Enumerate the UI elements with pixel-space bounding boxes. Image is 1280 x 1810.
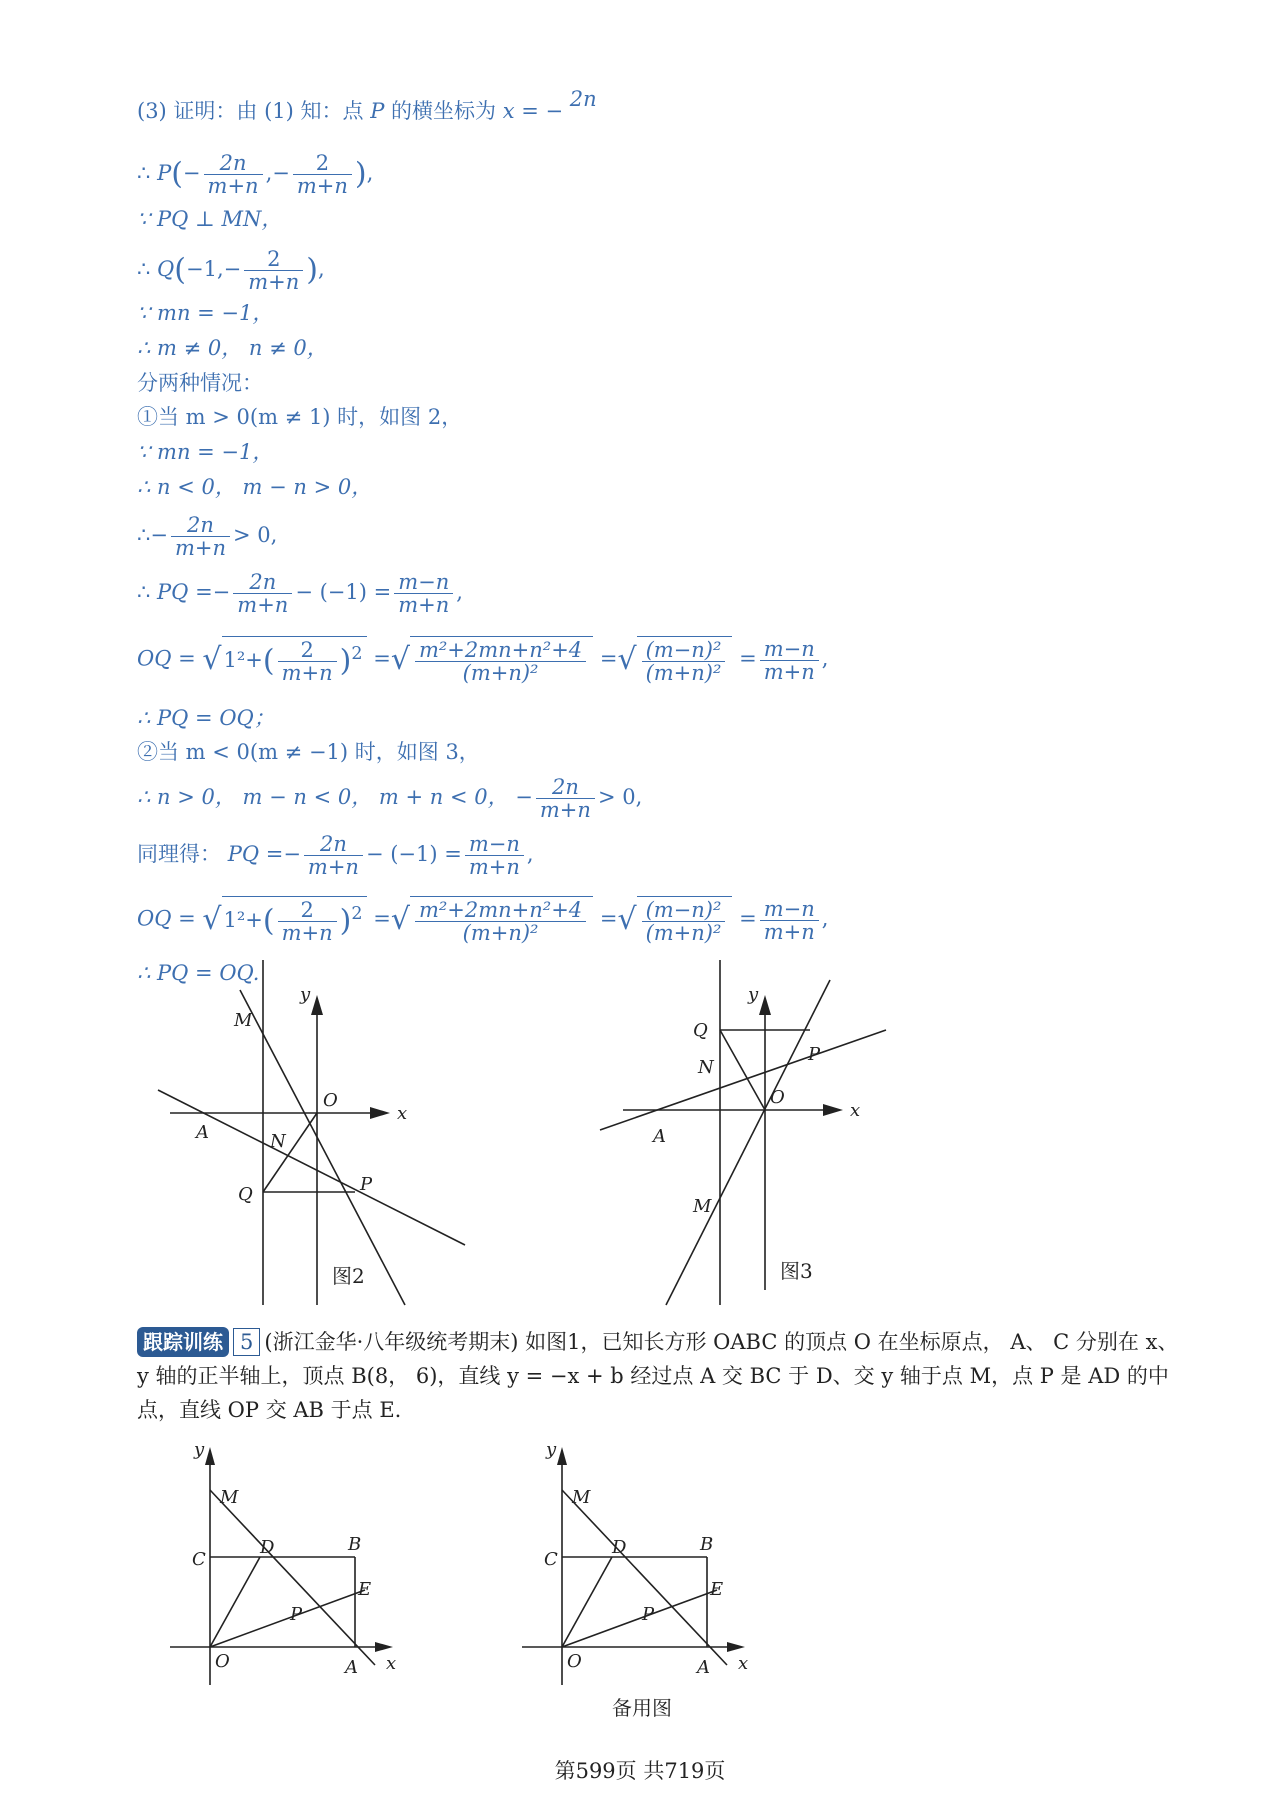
label-n: N [270,1131,286,1152]
label-o: O [770,1087,785,1108]
problem-line-2: y 轴的正半轴上，顶点 B(8， 6)，直线 y = −x + b 经过点 A 交 BC 于 D、交 y 轴于点 M，点 P 是 AD 的中 [137,1364,1169,1388]
solution-line-intro: (3) 证明：由 (1) 知：点 P 的横坐标为 x = − 2n [137,87,597,123]
y-axis-arrow [311,995,323,1015]
label-c: C [192,1549,206,1570]
line-oe [562,1590,717,1647]
line-mp [666,980,830,1305]
label-d: D [612,1537,627,1558]
label-x: x [850,1100,861,1121]
x-axis-arrow [370,1107,390,1119]
problem-number: 5 [233,1328,260,1356]
label-y: y [194,1439,205,1460]
y-axis-arrow [557,1447,567,1465]
label-b: B [700,1534,714,1555]
problem-badge: 跟踪训练 [137,1327,229,1357]
line-mp [240,990,408,1305]
solution-line-p-coords: ∴ P(− $\frac{2n}{m+n}$ ,− $\frac{2}{m+n}$ ), [137,151,374,198]
label-a: A [345,1657,358,1678]
follow-up-problem [137,1325,1197,1427]
label-q: Q [693,1020,708,1041]
solution-line-q-coords: ∴ Q(−1,− $\frac{2}{m+n}$ ), [137,247,325,294]
x-axis-arrow [375,1642,393,1652]
line-oe [210,1590,365,1647]
label-y: y [748,984,759,1005]
y-axis-arrow [205,1447,215,1465]
y-axis-arrow [759,995,771,1015]
solution-line-16: ∴ n > 0， m − n < 0， m + n < 0， − $\frac{2n}{m+n}$ > 0, [137,775,643,822]
solution-line-19: ∴ PQ = OQ. [137,961,260,985]
label-m: M [572,1487,591,1508]
x-axis-arrow [823,1104,843,1116]
solution-line-3: ∵ PQ ⊥ MN， [137,207,283,231]
label-m: M [234,1010,253,1031]
label-p: P [808,1044,821,1065]
solution-line-14: ∴ PQ = OQ； [137,706,275,730]
solution-line-9: ∵ mn = −1， [137,440,274,464]
label-y: y [546,1439,557,1460]
x-axis-arrow [727,1642,745,1652]
label-x: x [397,1103,408,1124]
label-c: C [544,1549,558,1570]
label-x: x [738,1653,749,1674]
label-y: y [300,984,311,1005]
label-e: E [710,1579,724,1600]
label-a: A [653,1126,666,1147]
label-x: x [386,1653,397,1674]
figure-3 [598,960,898,1315]
segment-od [562,1557,612,1647]
label-e: E [358,1579,372,1600]
label-d: D [260,1537,275,1558]
label-n: N [698,1057,714,1078]
figure-spare-caption: 备用图 [612,1696,672,1720]
solution-line-11: ∴− $\frac{2n}{m+n}$ > 0, [137,513,278,560]
solution-line-12: ∴ PQ =− $\frac{2n}{m+n}$ − (−1) = $\frac{m-n}{m+n}$ , [137,570,463,617]
solution-line-5: ∵ mn = −1， [137,301,274,325]
solution-line-7: 分两种情况： [137,371,263,395]
label-q: Q [238,1184,253,1205]
label-a: A [697,1657,710,1678]
problem-line-3: 点，直线 OP 交 AB 于点 E. [137,1398,402,1422]
segment-od [210,1557,260,1647]
page-footer: 第599页 共719页 [554,1759,726,1783]
line-ap [600,1030,886,1130]
figure-1 [160,1435,410,1700]
label-o: O [567,1651,582,1672]
label-p: P [290,1604,303,1625]
problem-line-1: 跟踪训练 5 (浙江金华·八年级统考期末) 如图1，已知长方形 OABC 的顶点 O 在坐标原点， A、 C 分别在 x、 [137,1325,1197,1359]
solution-line-15: ②当 m < 0(m ≠ −1) 时，如图 3， [137,740,480,764]
solution-line-6: ∴ m ≠ 0， n ≠ 0， [137,336,328,360]
figure-3-caption: 图3 [780,1259,813,1283]
segment-qo [263,1113,317,1192]
solution-line-18: OQ = √1²+( $\frac{2}{m+n}$ )$^2$ =√ $\frac{\text{m²+2mn+n²+4}}{\text{(m+n)²}}$ =√ $\frac{\text{(m−n)²}}{\text{(m+n)²}}$ = $\frac{m-n}{m+n}$ , [137,896,829,945]
label-p: P [642,1604,655,1625]
label-o: O [323,1090,338,1111]
solution-line-8: ①当 m > 0(m ≠ 1) 时，如图 2， [137,405,463,429]
figure-spare [512,1435,762,1730]
label-p: P [360,1174,373,1195]
label-a: A [196,1122,209,1143]
label-m: M [220,1487,239,1508]
solution-line-10: ∴ n < 0， m − n > 0， [137,475,373,499]
figure-2-caption: 图2 [332,1264,365,1288]
label-b: B [348,1534,362,1555]
solution-line-13: OQ = √1²+( $\frac{2}{m+n}$ )$^2$ =√ $\frac{\text{m²+2mn+n²+4}}{\text{(m+n)²}}$ =√ $\frac{\text{(m−n)²}}{\text{(m+n)²}}$ = $\frac{m-n}{m+n}$ , [137,636,829,685]
figure-2 [150,960,480,1315]
solution-line-17: 同理得： PQ =− $\frac{2n}{m+n}$ − (−1) = $\frac{m-n}{m+n}$ , [137,832,534,879]
label-m: M [693,1196,712,1217]
label-o: O [215,1651,230,1672]
segment-qo [720,1030,765,1110]
